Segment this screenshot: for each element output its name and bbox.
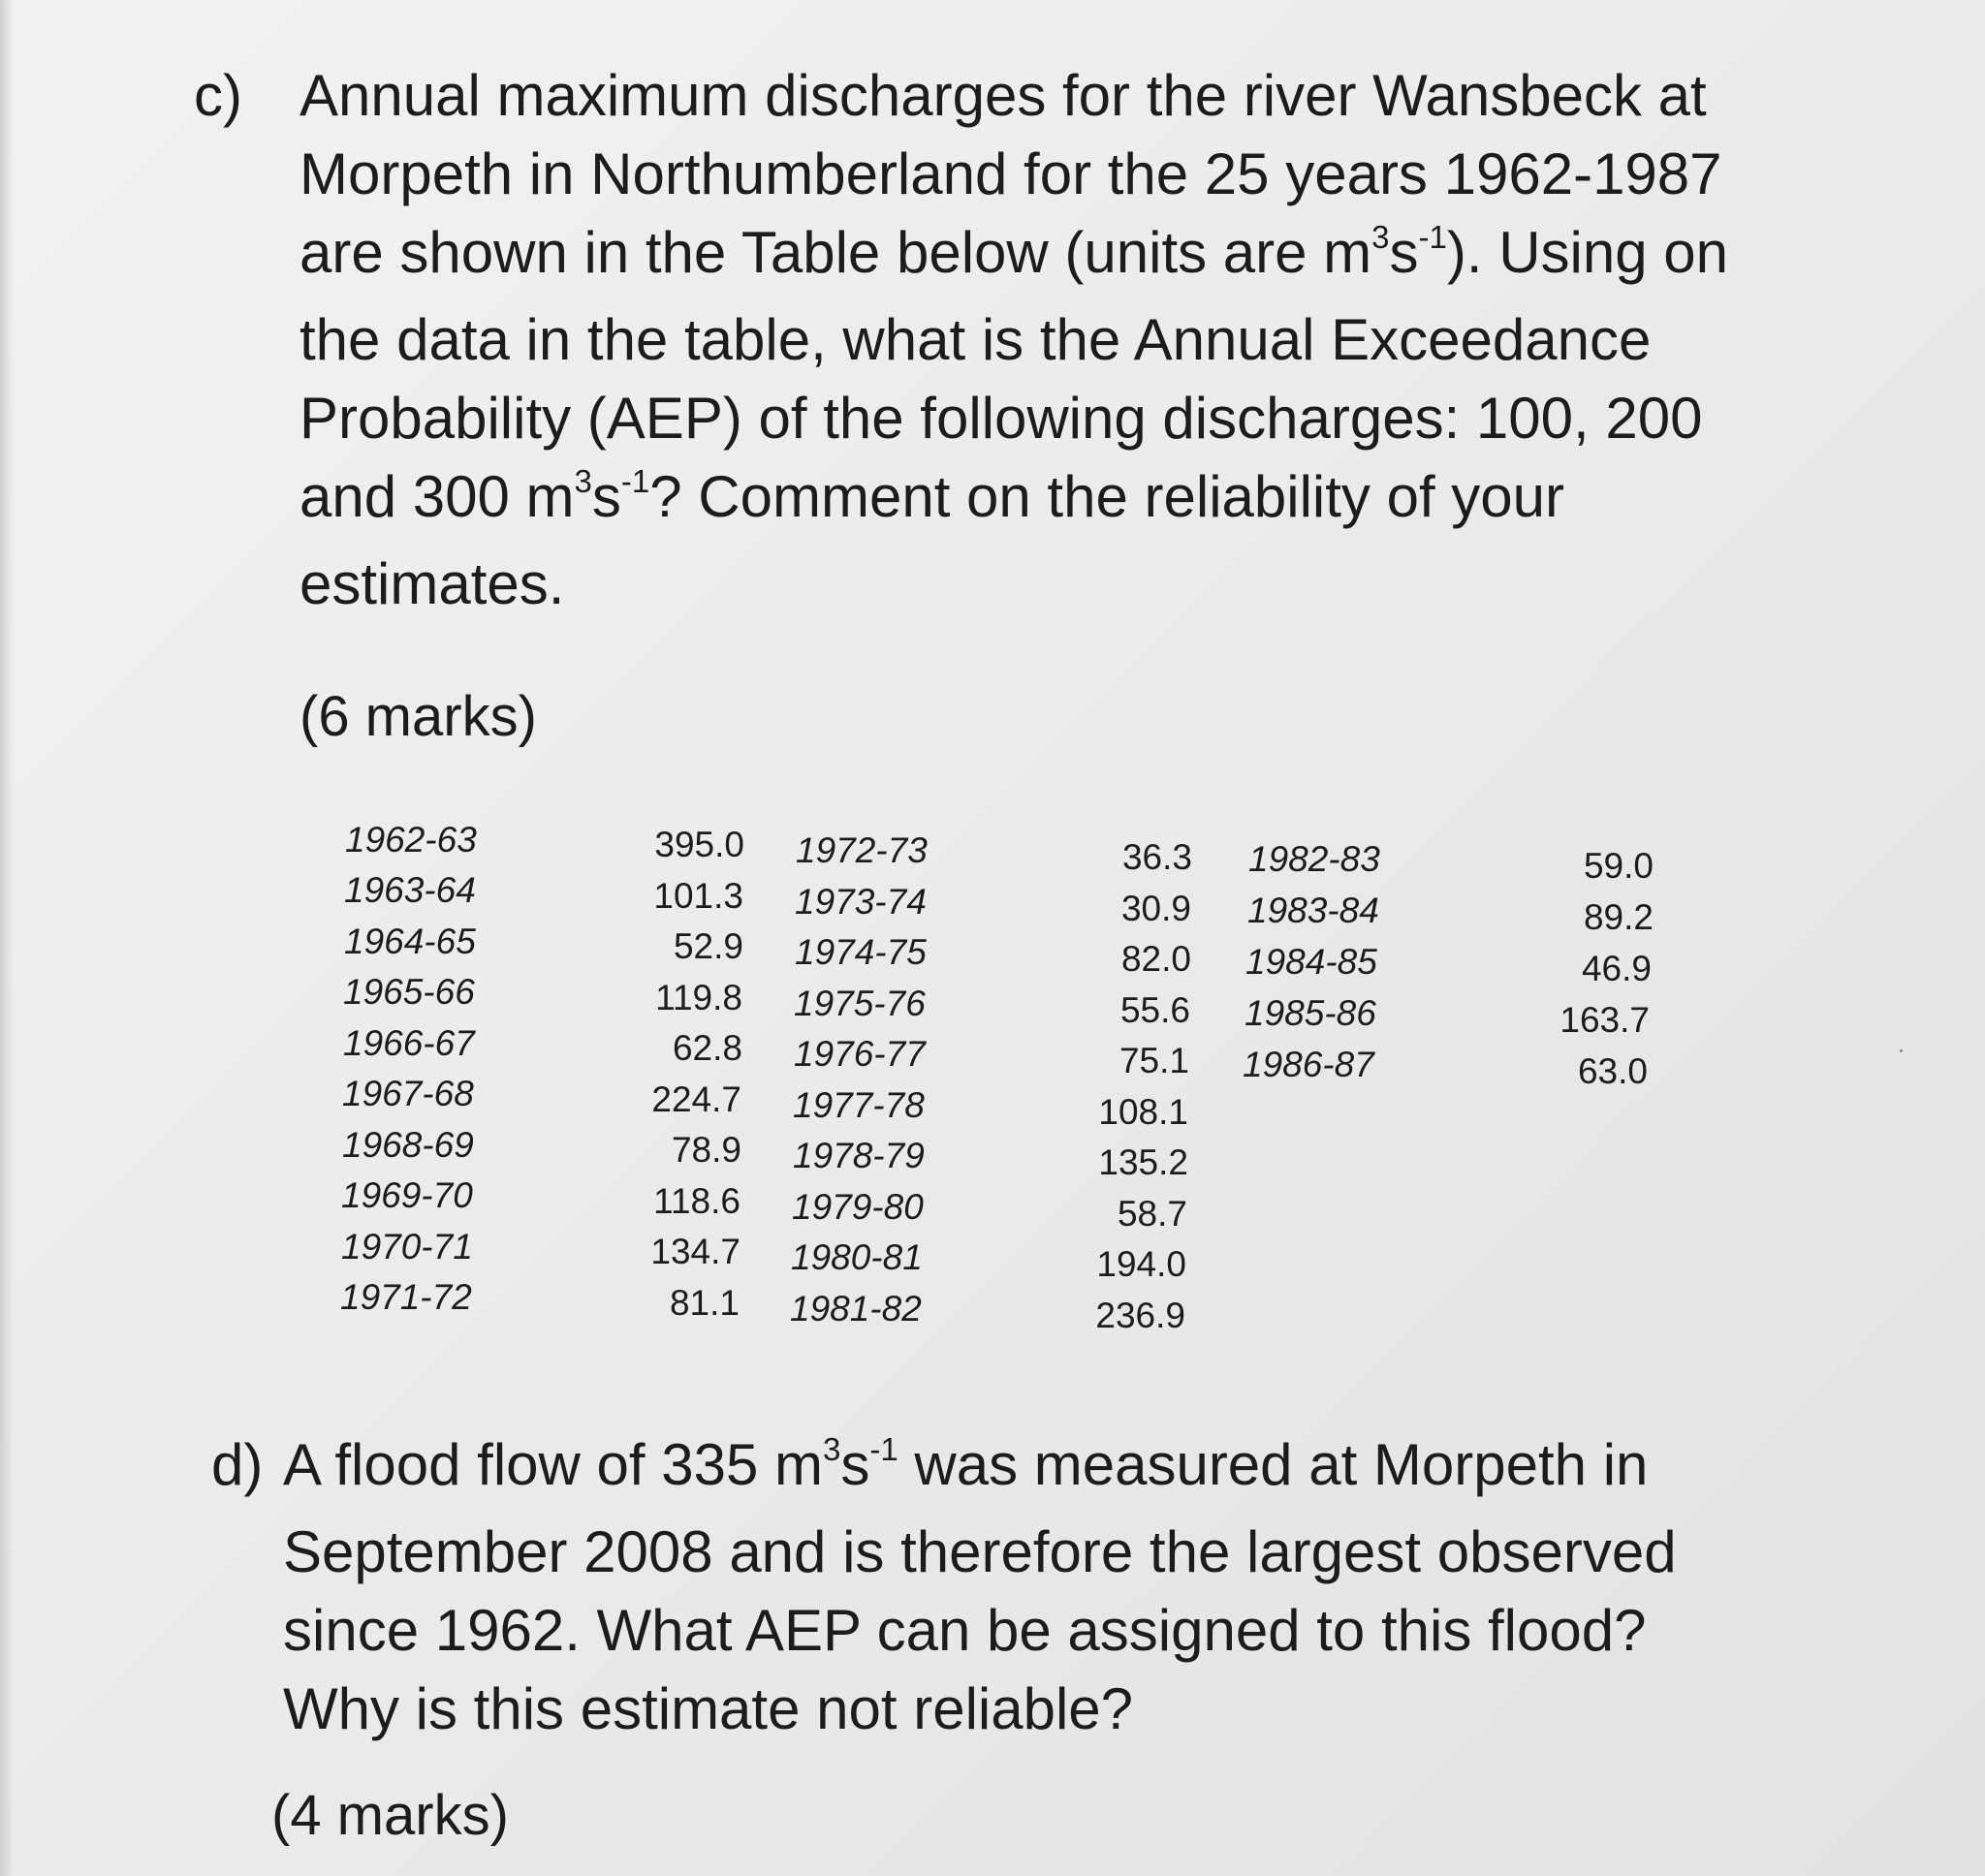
question-c-marks: (6 marks) — [299, 685, 537, 748]
question-c-line-4: the data in the table, what is the Annual Exceedance — [299, 307, 1652, 372]
table-value: 55.6 — [1119, 990, 1190, 1030]
table-year: 1978-79 — [793, 1136, 925, 1175]
table-year: 1981-82 — [790, 1289, 922, 1329]
table-year: 1979-80 — [792, 1187, 924, 1227]
table-value: 63.0 — [1577, 1051, 1648, 1091]
table-year: 1977-78 — [793, 1085, 925, 1125]
table-value: 135.2 — [1098, 1142, 1188, 1182]
question-c-label: c) — [194, 63, 242, 128]
question-c-line-2: Morpeth in Northumberland for the 25 years 1962-1987 — [299, 141, 1722, 206]
paper-speck — [1900, 1049, 1903, 1052]
table-value: 108.1 — [1098, 1092, 1188, 1132]
table-value: 194.0 — [1096, 1244, 1186, 1284]
question-c-line-7: estimates. — [299, 551, 565, 616]
table-value: 163.7 — [1560, 1000, 1650, 1040]
table-year: 1975-76 — [794, 984, 926, 1023]
table-value: 101.3 — [653, 876, 743, 916]
question-d-line-4: Why is this estimate not reliable? — [283, 1676, 1134, 1741]
table-year: 1966-67 — [343, 1023, 475, 1063]
table-value: 236.9 — [1095, 1296, 1185, 1335]
table-year: 1973-74 — [795, 882, 927, 922]
table-value: 58.7 — [1117, 1194, 1187, 1234]
question-d-line-3: since 1962. What AEP can be assigned to this flood? — [283, 1598, 1647, 1663]
table-value: 46.9 — [1581, 949, 1652, 988]
table-year: 1972-73 — [796, 830, 928, 870]
table-value: 89.2 — [1583, 897, 1654, 937]
table-value: 52.9 — [673, 926, 743, 966]
table-value: 78.9 — [671, 1130, 741, 1170]
question-c-line-1: Annual maximum discharges for the river Wansbeck at — [299, 63, 1707, 128]
table-year: 1964-65 — [344, 922, 476, 961]
table-year: 1976-77 — [794, 1034, 926, 1074]
question-c-line-3: are shown in the Table below (units are $m^3s^{-1}$). Using on — [299, 219, 1729, 285]
table-value: 134.7 — [650, 1232, 740, 1271]
question-d-marks: (4 marks) — [271, 1784, 509, 1847]
table-year: 1974-75 — [795, 932, 927, 972]
question-c-text — [299, 56, 1728, 623]
table-year: 1963-64 — [344, 870, 476, 910]
table-year: 1980-81 — [791, 1237, 923, 1277]
table-value: 82.0 — [1120, 939, 1191, 979]
table-value: 62.8 — [672, 1028, 742, 1068]
table-value: 81.1 — [669, 1283, 740, 1323]
question-c-line-5: Probability (AEP) of the following discharges: 100, 200 — [299, 386, 1703, 451]
table-value: 224.7 — [651, 1079, 741, 1119]
table-value: 75.1 — [1119, 1041, 1189, 1080]
question-d-line-2: September 2008 and is therefore the largest observed — [283, 1519, 1677, 1584]
table-value: 36.3 — [1121, 837, 1192, 877]
table-year: 1984-85 — [1245, 942, 1377, 982]
table-year: 1982-83 — [1248, 839, 1380, 879]
table-value: 30.9 — [1120, 889, 1191, 928]
table-year: 1971-72 — [340, 1277, 472, 1317]
table-year: 1985-86 — [1245, 993, 1376, 1033]
question-c-line-6: and 300 $m^3s^{-1}$? Comment on the reliability of your — [299, 463, 1565, 529]
table-year: 1970-71 — [341, 1227, 473, 1266]
question-d-line-1: A flood flow of 335 $m^3s^{-1}$ was measured at Morpeth in — [283, 1431, 1649, 1497]
table-year: 1986-87 — [1243, 1045, 1374, 1084]
table-value: 59.0 — [1583, 846, 1654, 886]
table-value: 118.6 — [653, 1181, 740, 1221]
table-year: 1965-66 — [343, 972, 475, 1012]
table-year: 1983-84 — [1247, 891, 1379, 930]
table-value: 395.0 — [654, 825, 744, 864]
table-year: 1968-69 — [342, 1125, 474, 1165]
table-year: 1962-63 — [345, 820, 477, 860]
table-value: 119.8 — [655, 978, 742, 1017]
table-year: 1967-68 — [342, 1074, 474, 1113]
table-year: 1969-70 — [341, 1175, 473, 1215]
question-d-text — [283, 1425, 1677, 1748]
question-d-label: d) — [211, 1432, 264, 1497]
page-edge-shadow — [0, 0, 14, 1876]
